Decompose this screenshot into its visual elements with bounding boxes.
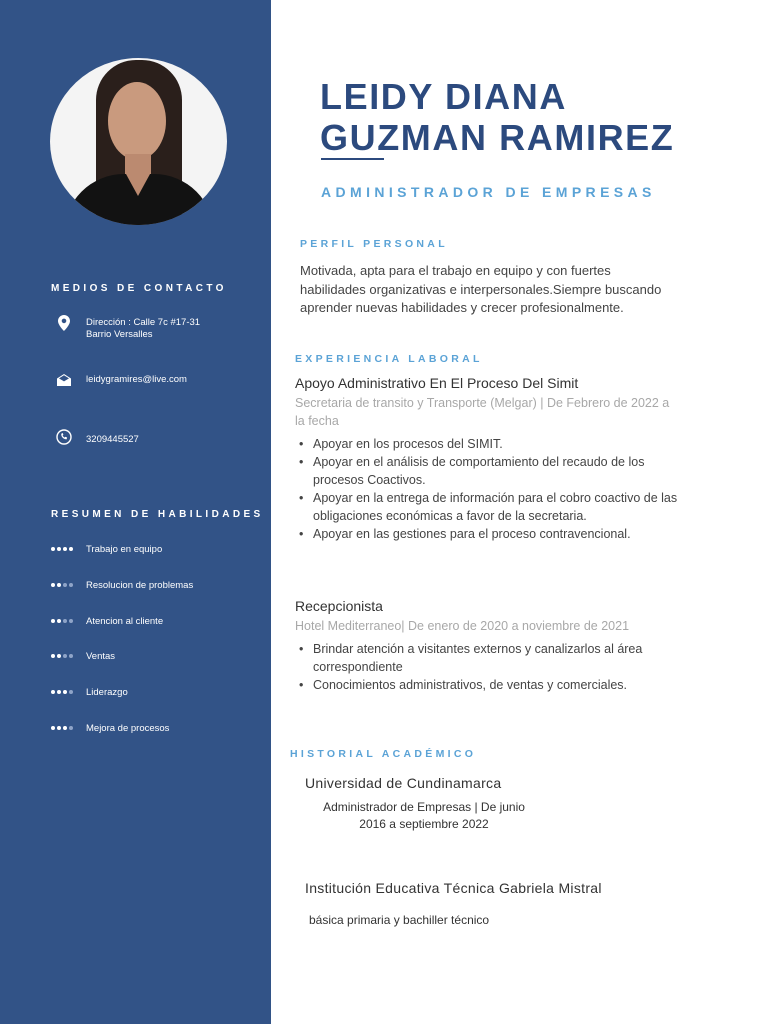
list-item: • Apoyar en el análisis de comportamiento del recaudo de los procesos Coactivos. (296, 453, 681, 489)
skill-dot (63, 619, 67, 623)
job-2-title: Recepcionista (295, 598, 383, 614)
skill-level-dots (51, 547, 73, 551)
sidebar (0, 0, 271, 1024)
skill-dot (57, 547, 61, 551)
skill-dot (63, 583, 67, 587)
name-line1: LEIDY DIANA (320, 76, 567, 117)
job-2-meta: Hotel Mediterraneo| De enero de 2020 a noviembre de 2021 (295, 619, 630, 633)
edu-2-school: Institución Educativa Técnica Gabriela Mistral (305, 880, 602, 896)
skill-dot (69, 726, 73, 730)
skill-level-dots (51, 619, 73, 623)
skill-dot (57, 726, 61, 730)
address-line1: Dirección : Calle 7c #17-31 (86, 317, 201, 328)
envelope-icon (56, 372, 72, 388)
skill-dot (57, 619, 61, 623)
list-item: • Brindar atención a visitantes externos y canalizarlos al área correspondiente (296, 640, 681, 676)
skill-dot (69, 583, 73, 587)
skills-heading: RESUMEN DE HABILIDADES (51, 509, 264, 520)
skill-dot (57, 690, 61, 694)
skill-label: Mejora de procesos (86, 723, 170, 734)
skill-dot (69, 690, 73, 694)
skill-dot (51, 583, 55, 587)
list-item: • Apoyar en las gestiones para el proceso contravencional. (296, 525, 681, 543)
experience-heading: EXPERIENCIA LABORAL (295, 353, 483, 365)
skill-dot (51, 690, 55, 694)
skill-dot (69, 619, 73, 623)
list-item: • Apoyar en los procesos del SIMIT. (296, 435, 681, 453)
job-1-meta: Secretaria de transito y Transporte (Melgar) | De Febrero de 2022 a la fecha (295, 396, 670, 428)
phone-text: 3209445527 (86, 434, 139, 445)
edu-1-school: Universidad de Cundinamarca (305, 775, 502, 791)
edu-2-detail: básica primaria y bachiller técnico (309, 913, 490, 927)
skill-label: Liderazgo (86, 687, 128, 699)
skill-level-dots (51, 654, 73, 658)
skill-dot (69, 547, 73, 551)
skill-dot (63, 726, 67, 730)
skill-label: Ventas (86, 651, 116, 663)
skill-dot (63, 547, 67, 551)
skill-level-dots (51, 583, 73, 587)
skill-level-dots (51, 726, 73, 730)
skill-dot (51, 726, 55, 730)
list-item: • Conocimientos administrativos, de ventas y comerciales. (296, 676, 681, 694)
skill-dot (51, 654, 55, 658)
address-text (86, 317, 200, 341)
edu-1-detail-line2: 2016 a septiembre 2022 (359, 816, 489, 831)
location-pin-icon (56, 315, 72, 331)
address-line2: Barrio Versalles (86, 329, 153, 340)
skill-level-dots (51, 690, 73, 694)
name-underline (321, 158, 384, 160)
name-line2: GUZMAN RAMIREZ (320, 117, 675, 158)
edu-1-detail (305, 799, 543, 832)
email-text: leidygramires@live.com (86, 374, 187, 385)
profile-text: Motivada, apta para el trabajo en equipo y con fuertes habilidades organizativas e interpersonales.Siempre buscando aprender nuevas habilidades y crecer profesionalmente. (300, 263, 662, 315)
job-title: ADMINISTRADOR DE EMPRESAS (321, 184, 656, 200)
phone-icon (56, 429, 72, 445)
skill-label: Trabajo en equipo (86, 544, 163, 555)
list-item: • Apoyar en la entrega de información para el cobro coactivo de las obligaciones económicas a favor de la secretaria. (296, 489, 681, 525)
skill-dot (69, 654, 73, 658)
skill-dot (57, 654, 61, 658)
skill-dot (63, 654, 67, 658)
full-name (320, 76, 674, 158)
profile-heading: PERFIL PERSONAL (300, 238, 448, 250)
skill-label: Atencion al cliente (86, 615, 164, 627)
job-2-duties (296, 640, 681, 694)
contact-heading: MEDIOS DE CONTACTO (51, 283, 227, 294)
skill-dot (57, 583, 61, 587)
skill-label: Resolucion de problemas (86, 579, 194, 591)
profile-photo (50, 58, 227, 225)
education-heading: HISTORIAL ACADÉMICO (290, 748, 477, 760)
skill-dot (51, 619, 55, 623)
skill-dot (63, 690, 67, 694)
job-1-title: Apoyo Administrativo En El Proceso Del Simit (295, 375, 579, 391)
edu-1-detail-line1: Administrador de Empresas | De junio (323, 800, 525, 814)
skill-dot (51, 547, 55, 551)
job-1-duties (296, 435, 681, 543)
